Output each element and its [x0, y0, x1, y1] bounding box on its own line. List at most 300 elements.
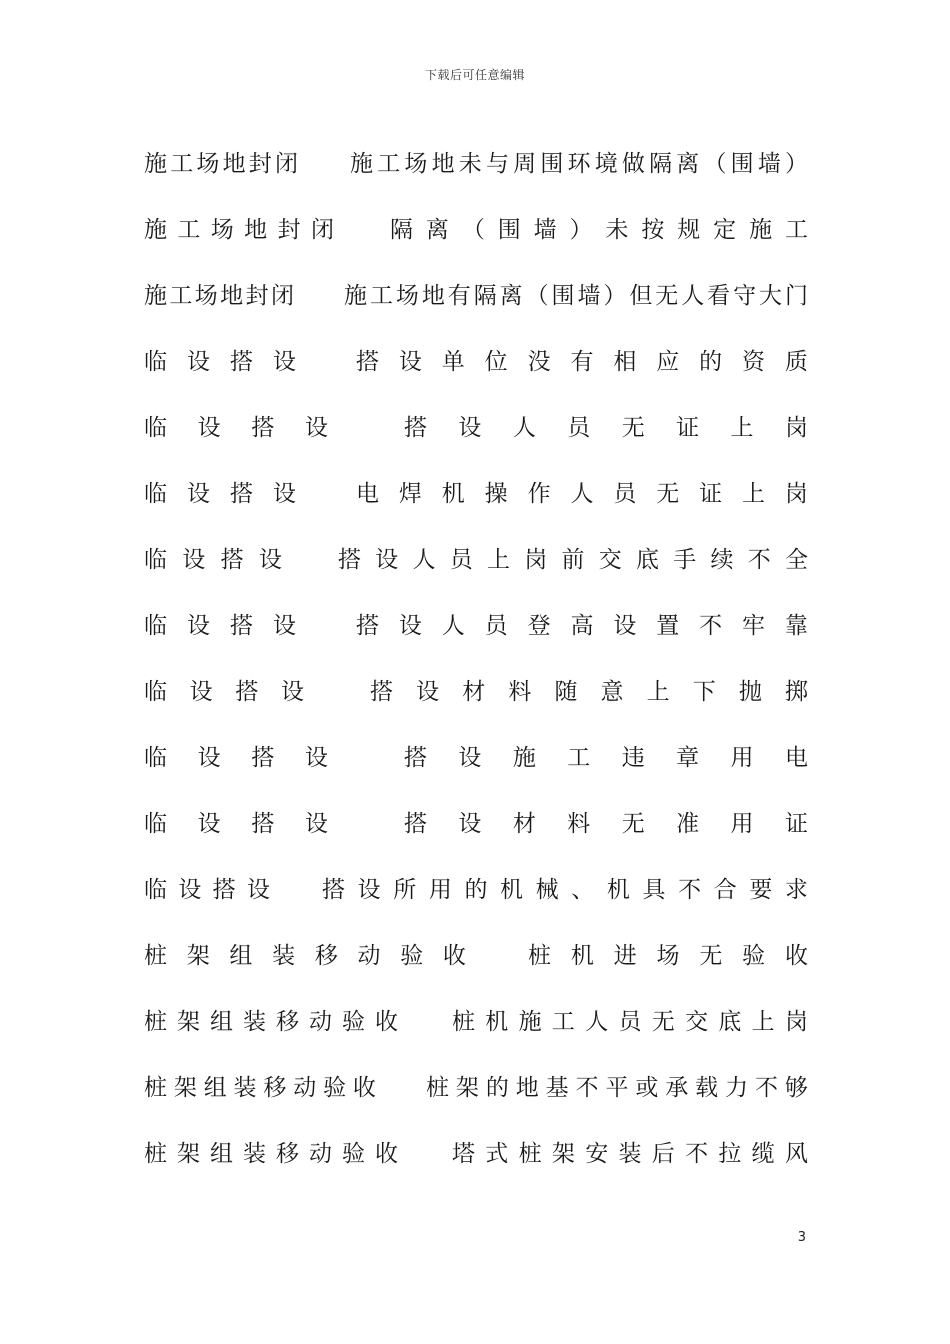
char: 、	[571, 876, 595, 903]
char: 操	[484, 480, 508, 507]
inspection-item	[144, 409, 328, 442]
char: 无	[699, 942, 723, 969]
issue-description	[452, 1003, 808, 1036]
char: 工	[170, 150, 194, 177]
char: 上	[487, 546, 510, 573]
char: 要	[749, 876, 773, 903]
char: 工	[551, 1008, 575, 1035]
char: 准	[676, 810, 700, 837]
char: 交	[598, 546, 622, 573]
char: 临	[144, 546, 167, 573]
char: 设	[304, 414, 328, 441]
char: 隔	[390, 216, 413, 243]
inspection-item	[144, 739, 328, 772]
char: 掷	[784, 678, 808, 705]
char: 地	[220, 282, 244, 309]
char: 设	[189, 678, 213, 705]
char: 动	[309, 1140, 332, 1167]
char: 搭	[220, 546, 244, 573]
char: 验	[400, 942, 424, 969]
char: 验	[342, 1008, 365, 1035]
char: 搭	[251, 414, 275, 441]
char: 岗	[784, 1008, 808, 1035]
char: 材	[462, 678, 486, 705]
char: 施	[749, 216, 773, 243]
char: 置	[656, 612, 680, 639]
char: 不	[747, 546, 771, 573]
char: 设	[246, 876, 270, 903]
issue-description	[338, 541, 808, 574]
char: 动	[357, 942, 381, 969]
char: 环	[567, 150, 591, 177]
char: （	[703, 150, 727, 177]
char: 电	[784, 744, 808, 771]
char: 上	[742, 480, 766, 507]
char: 临	[144, 414, 167, 441]
char: 应	[656, 348, 680, 375]
char: 临	[144, 480, 167, 507]
page-header: 下载后可任意编辑	[424, 68, 525, 82]
char: 设	[187, 612, 210, 639]
char: 架	[173, 1074, 197, 1101]
issue-description	[404, 805, 808, 838]
char: 设	[273, 612, 296, 639]
char: 的	[699, 348, 723, 375]
char: 无	[621, 414, 645, 441]
char: 临	[144, 678, 167, 705]
char: ）	[603, 282, 627, 309]
char: 动	[309, 1008, 332, 1035]
char: 设	[280, 678, 304, 705]
char: 装	[243, 1140, 266, 1167]
char: 组	[203, 1074, 227, 1101]
char: 人	[441, 612, 465, 639]
char: 或	[635, 1074, 659, 1101]
char: 人	[412, 546, 436, 573]
char: 与	[485, 150, 509, 177]
char: 收	[784, 942, 808, 969]
char: 但	[629, 282, 653, 309]
char: 单	[441, 348, 465, 375]
char: 做	[621, 150, 645, 177]
char: 收	[352, 1074, 376, 1101]
char: 离	[499, 282, 523, 309]
char: 前	[561, 546, 585, 573]
char: 合	[713, 876, 737, 903]
char: ）	[569, 216, 593, 243]
char: 临	[144, 612, 167, 639]
char: 设	[458, 810, 482, 837]
inspection-item	[144, 277, 294, 310]
page-number: 3	[797, 1230, 806, 1245]
char: 证	[699, 480, 723, 507]
char: 架	[455, 1074, 479, 1101]
char: 地	[515, 1074, 539, 1101]
char: 搭	[322, 876, 345, 903]
char: 没	[527, 348, 551, 375]
char: 施	[144, 216, 167, 243]
inspection-item	[144, 871, 270, 904]
issue-description	[356, 343, 808, 376]
char: 按	[641, 216, 665, 243]
char: 力	[725, 1074, 749, 1101]
char: 大	[759, 282, 782, 309]
char: 场	[395, 282, 419, 309]
char: 施	[512, 744, 536, 771]
char: 岗	[524, 546, 548, 573]
char: 组	[210, 1140, 233, 1167]
char: 械	[535, 876, 559, 903]
char: 具	[642, 876, 666, 903]
char: 桩	[426, 1074, 449, 1101]
char: 搭	[404, 414, 427, 441]
char: 风	[784, 1140, 808, 1167]
issue-description	[350, 145, 808, 178]
char: 收	[442, 942, 466, 969]
char: 有	[570, 348, 594, 375]
char: 所	[393, 876, 417, 903]
char: 桩	[518, 1140, 542, 1167]
char: 靠	[784, 612, 808, 639]
char: 焊	[398, 480, 422, 507]
inspection-item	[144, 805, 328, 838]
char: 搭	[251, 810, 275, 837]
char: 设	[197, 744, 221, 771]
char: 质	[784, 348, 808, 375]
char: 桩	[144, 942, 167, 969]
char: 地	[222, 150, 246, 177]
char: 装	[233, 1074, 257, 1101]
char: 装	[618, 1140, 642, 1167]
table-row	[144, 524, 808, 590]
char: 工	[369, 282, 393, 309]
inspection-table	[144, 128, 808, 1184]
inspection-item	[144, 475, 296, 508]
issue-description	[370, 673, 808, 706]
char: 境	[594, 150, 618, 177]
char: 闭	[310, 216, 334, 243]
char: 桩	[528, 942, 551, 969]
char: 墙	[533, 216, 557, 243]
char: 隔	[649, 150, 673, 177]
char: 设	[273, 348, 296, 375]
char: 验	[342, 1140, 365, 1167]
char: （	[461, 216, 485, 243]
char: 式	[485, 1140, 509, 1167]
char: 临	[144, 348, 167, 375]
inspection-item	[144, 607, 296, 640]
char: 离	[425, 216, 449, 243]
char: 验	[742, 942, 766, 969]
char: 违	[621, 744, 645, 771]
char: 设	[304, 744, 328, 771]
char: 设	[178, 876, 202, 903]
char: （	[525, 282, 549, 309]
char: 员	[484, 612, 508, 639]
char: 规	[677, 216, 701, 243]
char: 设	[197, 810, 221, 837]
char: 员	[567, 414, 591, 441]
char: 交	[685, 1008, 709, 1035]
char: 门	[784, 282, 808, 309]
table-row	[144, 722, 808, 788]
char: 岗	[784, 480, 808, 507]
char: 封	[277, 216, 301, 243]
char: 守	[733, 282, 757, 309]
char: 承	[665, 1074, 689, 1101]
char: 高	[570, 612, 594, 639]
char: 下	[692, 678, 716, 705]
char: 位	[484, 348, 508, 375]
char: 架	[186, 942, 210, 969]
table-row	[144, 1052, 808, 1118]
char: 组	[210, 1008, 233, 1035]
char: 设	[458, 744, 482, 771]
char: 人	[585, 1008, 609, 1035]
issue-description	[344, 277, 808, 310]
issue-description	[356, 607, 808, 640]
char: 场	[404, 150, 428, 177]
char: 缆	[751, 1140, 775, 1167]
char: 有	[447, 282, 471, 309]
char: 移	[276, 1140, 299, 1167]
issue-description	[426, 1069, 808, 1102]
inspection-item	[144, 541, 282, 574]
char: 够	[784, 1074, 808, 1101]
char: 设	[357, 876, 381, 903]
char: 验	[323, 1074, 347, 1101]
char: 续	[710, 546, 734, 573]
char: 闭	[270, 282, 294, 309]
char: 塔	[452, 1140, 475, 1167]
char: 岗	[784, 414, 808, 441]
inspection-item	[144, 673, 304, 706]
char: 组	[229, 942, 253, 969]
table-row	[144, 458, 808, 524]
char: 桩	[144, 1074, 167, 1101]
char: 搭	[404, 810, 427, 837]
char: 桩	[144, 1008, 167, 1035]
char: 桩	[144, 1140, 167, 1167]
char: 料	[567, 810, 591, 837]
table-row	[144, 920, 808, 986]
char: 机	[606, 876, 630, 903]
char: 移	[263, 1074, 287, 1101]
char: 底	[636, 546, 659, 573]
char: 看	[707, 282, 731, 309]
inspection-item	[144, 1069, 376, 1102]
char: 定	[713, 216, 737, 243]
char: 隔	[473, 282, 497, 309]
inspection-item	[144, 937, 466, 970]
table-row	[144, 1118, 808, 1184]
char: 不	[678, 876, 702, 903]
inspection-item	[144, 343, 296, 376]
char: 地	[244, 216, 268, 243]
char: 设	[398, 348, 422, 375]
char: 搭	[235, 678, 259, 705]
char: 搭	[230, 348, 253, 375]
issue-description	[404, 739, 808, 772]
char: 上	[751, 1008, 775, 1035]
char: 机	[570, 942, 594, 969]
char: 平	[605, 1074, 629, 1101]
char: 工	[169, 282, 193, 309]
char: 设	[197, 414, 221, 441]
char: 墙	[757, 150, 781, 177]
issue-description	[322, 871, 808, 904]
table-row	[144, 392, 808, 458]
char: 搭	[356, 348, 379, 375]
char: 收	[375, 1140, 398, 1167]
char: 全	[785, 546, 808, 573]
table-row	[144, 326, 808, 392]
char: 无	[656, 480, 680, 507]
char: 移	[276, 1008, 299, 1035]
table-row	[144, 128, 808, 194]
char: 安	[585, 1140, 609, 1167]
table-row	[144, 986, 808, 1052]
char: 设	[375, 546, 399, 573]
char: 拉	[718, 1140, 742, 1167]
char: 施	[144, 150, 167, 177]
char: 未	[605, 216, 629, 243]
char: ）	[785, 150, 808, 177]
char: 移	[314, 942, 338, 969]
issue-description	[452, 1135, 808, 1168]
char: 不	[754, 1074, 778, 1101]
table-row	[144, 656, 808, 722]
char: 设	[258, 546, 282, 573]
char: 围	[551, 282, 575, 309]
char: 人	[681, 282, 705, 309]
char: 章	[676, 744, 700, 771]
char: 搭	[230, 612, 253, 639]
char: 封	[248, 150, 272, 177]
char: 的	[464, 876, 488, 903]
char: 手	[673, 546, 697, 573]
issue-description	[390, 211, 808, 244]
char: 员	[613, 480, 637, 507]
char: 作	[527, 480, 551, 507]
char: 闭	[274, 150, 298, 177]
char: 架	[177, 1140, 200, 1167]
char: 围	[497, 216, 521, 243]
char: 临	[144, 810, 167, 837]
char: 设	[398, 612, 422, 639]
char: 资	[742, 348, 766, 375]
char: 围	[540, 150, 564, 177]
char: 载	[695, 1074, 719, 1101]
char: 架	[177, 1008, 200, 1035]
char: 工	[784, 216, 808, 243]
inspection-item	[144, 211, 334, 244]
char: 墙	[577, 282, 601, 309]
char: 用	[730, 810, 754, 837]
char: 证	[676, 414, 700, 441]
char: 设	[416, 678, 440, 705]
char: 用	[428, 876, 452, 903]
char: 地	[431, 150, 455, 177]
char: 抛	[738, 678, 762, 705]
char: 用	[730, 744, 754, 771]
char: 施	[350, 150, 373, 177]
char: 上	[646, 678, 670, 705]
table-row	[144, 854, 808, 920]
char: 不	[685, 1140, 709, 1167]
char: 施	[518, 1008, 542, 1035]
inspection-item	[144, 1003, 398, 1036]
char: 动	[293, 1074, 317, 1101]
issue-description	[404, 409, 808, 442]
char: 地	[421, 282, 445, 309]
char: 搭	[370, 678, 393, 705]
char: 人	[570, 480, 594, 507]
char: 上	[730, 414, 754, 441]
char: 相	[613, 348, 637, 375]
char: 施	[144, 282, 167, 309]
char: 设	[182, 546, 206, 573]
table-row	[144, 590, 808, 656]
char: 场	[656, 942, 680, 969]
char: 搭	[212, 876, 236, 903]
char: 基	[545, 1074, 569, 1101]
issue-description	[356, 475, 808, 508]
char: 无	[621, 810, 645, 837]
char: 施	[344, 282, 367, 309]
char: 搭	[356, 612, 379, 639]
char: 场	[194, 282, 218, 309]
char: 收	[375, 1008, 398, 1035]
table-row	[144, 260, 808, 326]
char: 无	[651, 1008, 675, 1035]
char: 场	[196, 150, 220, 177]
char: 搭	[404, 744, 427, 771]
char: 搭	[251, 744, 275, 771]
table-row	[144, 788, 808, 854]
char: 装	[243, 1008, 266, 1035]
char: 意	[600, 678, 624, 705]
char: 电	[356, 480, 379, 507]
char: 随	[554, 678, 578, 705]
char: 员	[449, 546, 473, 573]
char: 料	[508, 678, 532, 705]
char: 临	[144, 876, 167, 903]
char: 不	[575, 1074, 599, 1101]
char: 桩	[452, 1008, 475, 1035]
char: 架	[551, 1140, 575, 1167]
char: 的	[485, 1074, 509, 1101]
inspection-item	[144, 145, 298, 178]
char: 员	[618, 1008, 642, 1035]
char: 围	[730, 150, 754, 177]
char: 设	[458, 414, 482, 441]
char: 无	[655, 282, 679, 309]
inspection-item	[144, 1135, 398, 1168]
char: 搭	[338, 546, 361, 573]
char: 未	[458, 150, 482, 177]
char: 牢	[742, 612, 766, 639]
char: 设	[187, 480, 210, 507]
char: 工	[567, 744, 591, 771]
char: 临	[144, 744, 167, 771]
char: 工	[177, 216, 201, 243]
char: 登	[527, 612, 551, 639]
char: 机	[441, 480, 465, 507]
char: 封	[245, 282, 269, 309]
char: 设	[273, 480, 296, 507]
issue-description	[528, 937, 808, 970]
